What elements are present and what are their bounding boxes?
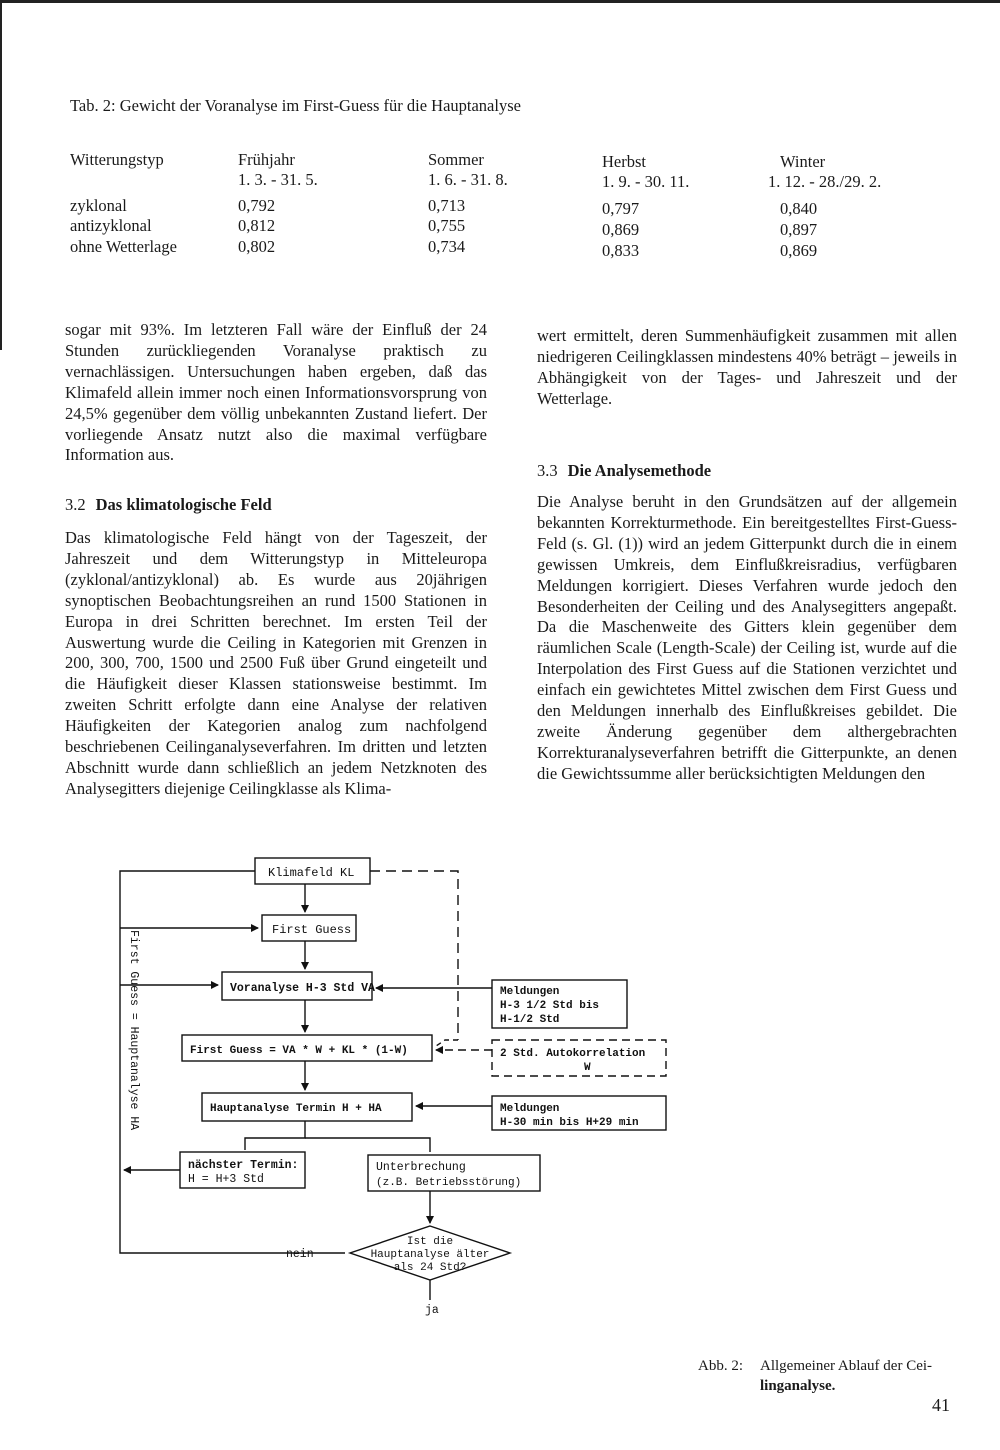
decision-label-1: Ist die [406,1236,454,1248]
figure-caption [698,1356,932,1396]
autokorr-label-1: 2 Std. Autokorrelation [500,1048,646,1060]
table-cell: 0,869 [780,241,818,260]
table-cell: 0,869 [602,220,640,239]
row-label: antizyklonal [70,216,152,235]
left-col-para2: Das klimatologische Feld hängt von der Tageszeit, der Jahreszeit und dem Witterungstyp in Mitteleuropa (zyklonal/antizyklonal) ab. Es wurde aus 20jährigen synoptischen Beobachtungsreihen an rund 1500 Stationen in Europa in drei Schritten berechnet. Im ersten Teil der Auswertung wurde die Ceiling in Kategorien mit Grenzen in 200, 300, 700, 1500 und 2500 Fuß über Grund eingeteilt und die Häufigkeit dieser Klassen stationsweise bestimmt. Im zweiten Schritt erfolgte dann eine Analyse der relativen Häufigkeiten der Kategorien analog zum nachfolgend beschriebenen Ceilinganalyseverfahren. Im dritten und letzten Abschnitt wurde dann schließlich an jedem Netzknoten des Analysegitters diejenige Ceilingklasse als Klima- [65,528,487,798]
decision-label-2: Hauptanalyse älter [370,1249,490,1261]
page-number: 41 [932,1395,950,1415]
table-cell: 0,897 [780,220,818,239]
naechster-label-1: nächster Termin: [188,1159,299,1172]
first-guess-label: First Guess [272,923,352,937]
section-number: 3.3 [537,461,558,480]
nein-label: nein [286,1248,314,1261]
season-name: Frühjahr [238,150,295,169]
naechster-label-2: H = H+3 Std [188,1173,264,1186]
table-cell: 0,802 [238,237,276,256]
season-dates: 1. 3. - 31. 5. [238,170,318,189]
hauptanalyse-label: Hauptanalyse Termin H + HA [210,1103,382,1115]
figure-label: Abb. 2: [698,1358,743,1374]
unterbrechung-label-1: Unterbrechung [376,1161,466,1174]
section-number: 3.2 [65,495,86,514]
right-col-para1: wert ermittelt, deren Summenhäufigkeit zusammen mit allen niedrigeren Ceilingklassen mindestens 40% beträgt – jeweils in Abhängigkeit von der Tages- und Jahreszeit und der Wetterlage. [537,326,957,408]
season-name: Herbst [602,152,646,171]
table-cell: 0,792 [238,196,276,215]
voranalyse-label: Voranalyse H-3 Std VA [230,982,375,995]
table-cell: 0,840 [780,199,818,218]
table-caption: Tab. 2: Gewicht der Voranalyse im First-Guess für die Hauptanalyse [70,96,521,115]
table-cell: 0,797 [602,199,640,218]
meldungen-1-label-1: Meldungen [500,986,560,998]
right-col-para2: Die Analyse beruht in den Grundsätzen auf der allgemein bekannten Korrekturmethode. Ein bereitgestelltes First-Guess-Feld (s. Gl. (1)) wird an jedem Gitterpunkt durch die in einem gewissen Umkreis, dem Einflußkreisradius, verfügbaren Meldungen korrigiert. Dieses Verfahren wurde jedoch den Besonderheiten der Ceiling und des Analysegitters angepaßt. Da die Maschenweite des Gitters klein gegenüber dem räumlichen Scale (Length-Scale) der Ceiling ist, wurde auf die Interpolation des First Guess auf die Stationen verzichtet und einfach ein gewichtetes Mittel zwischen dem First Guess und den Meldungen innerhalb des Einflußkreises gebildet. Die zweite Änderung gegenüber dem althergebrachten Korrekturanalyseverfahren betrifft die Gitterpunkte, an denen die Gewichtssumme aller berücksichtigten Meldungen den [537,492,957,783]
klimafeld-dashed-line [370,871,458,1040]
season-name: Winter [780,152,826,171]
table-cell: 0,734 [428,237,466,256]
table-cell: 0,755 [428,216,466,235]
table-cell: 0,833 [602,241,640,260]
decision-label-3: als 24 Std? [393,1262,467,1274]
autokorr-label-2: W [584,1062,591,1074]
section-title: Das klimatologische Feld [95,495,272,514]
figure-caption-line2: linganalyse. [760,1378,836,1394]
hauptanalyse-branch-line [245,1121,305,1150]
branch-to-unterbrechung-line [305,1138,430,1152]
table-header-witterungstyp: Witterungstyp [70,150,164,169]
meldungen-1-label-2: H-3 1/2 Std bis [500,1000,600,1012]
season-dates: 1. 6. - 31. 8. [428,170,508,189]
left-col-para1: sogar mit 93%. Im letzteren Fall wäre der Einfluß der 24 Stunden zurückliegenden Voranalyse praktisch zu vernachlässigen. Untersuchungen haben ergeben, daß das Klimafeld allein immer noch einen Informationsvorsprung von 24,5% gegenüber dem völlig unbekannten Zustand liefert. Der vorliegende Ansatz nutzt also die maximal verfügbare Information aus. [65,320,487,465]
section-title: Die Analysemethode [567,461,712,480]
klimafeld-dashed-to-formula [436,1040,458,1046]
fg-formula-label: First Guess = VA * W + KL * (1-W) [190,1045,408,1057]
table-cell: 0,713 [428,196,466,215]
meldungen-1-label-3: H-1/2 Std [500,1014,560,1026]
meldungen-2-label-1: Meldungen [500,1103,560,1115]
ja-label: ja [425,1304,439,1317]
row-label: zyklonal [70,196,127,215]
klimafeld-label: Klimafeld KL [268,866,355,880]
season-dates: 1. 9. - 30. 11. [602,172,690,191]
unterbrechung-label-2: (z.B. Betriebsstörung) [376,1177,522,1189]
season-name: Sommer [428,150,484,169]
row-label: ohne Wetterlage [70,237,177,256]
figure-caption-line1: Allgemeiner Ablauf der Cei- [760,1358,933,1374]
vertical-loop-label: First Guess = Hauptanalyse HA [127,930,140,1131]
meldungen-2-label-2: H-30 min bis H+29 min [500,1117,639,1129]
season-dates: 1. 12. - 28./29. 2. [768,172,882,191]
table-cell: 0,812 [238,216,276,235]
